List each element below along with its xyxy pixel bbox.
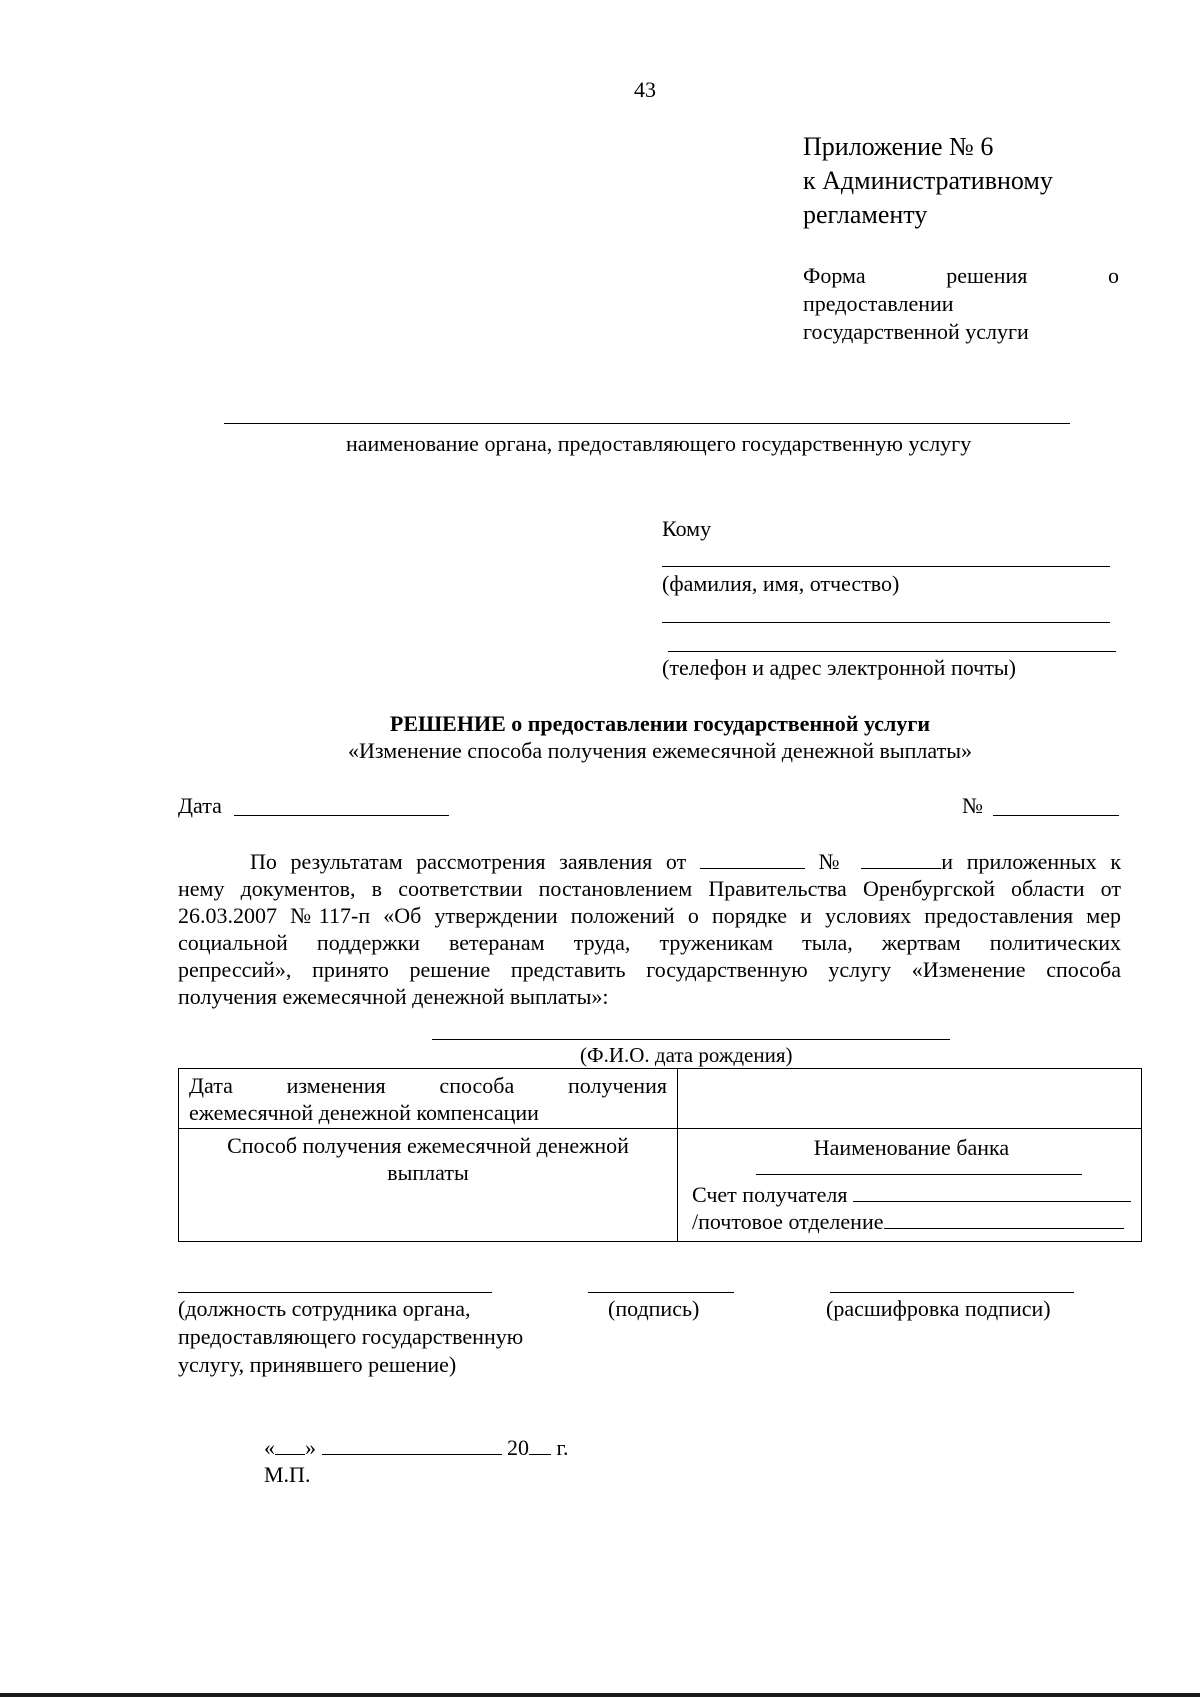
account-blank (853, 1187, 1131, 1202)
appendix-line-2: к Административному (803, 166, 1053, 195)
recipient-fio-caption: (фамилия, имя, отчество) (662, 571, 900, 596)
position-caption-3: услугу, принявшего решение) (178, 1352, 457, 1377)
recipient-extra-line (662, 622, 1110, 623)
form-title-word-1: Форма (803, 263, 866, 288)
method-label-line-2: выплаты (387, 1160, 469, 1185)
post-office-blank (884, 1214, 1124, 1229)
appendix-line-1: Приложение № 6 (803, 132, 994, 161)
decision-title: РЕШЕНИЕ о предоставлении государственной услуги (389, 711, 931, 736)
decision-table (178, 1068, 1142, 1242)
footer-year-blank (529, 1440, 551, 1455)
decode-caption: (расшифровка подписи) (826, 1296, 1051, 1321)
footer-year-prefix: 20 (507, 1435, 529, 1460)
organ-name-line (224, 423, 1070, 424)
footer-day-blank (275, 1440, 305, 1455)
appendix-header (803, 130, 1133, 232)
recipient-contacts-caption: (телефон и адрес электронной почты) (662, 655, 1016, 680)
recipient-contacts-line (668, 651, 1116, 652)
table-cell-change-date-label (179, 1069, 678, 1129)
table-cell-method-value (677, 1129, 1141, 1242)
table-cell-change-date-value (677, 1069, 1141, 1129)
account-row (692, 1181, 1131, 1208)
post-office-label: /почтовое отделение (691, 1209, 884, 1234)
form-title-line-3: государственной услуги (803, 319, 1029, 344)
bank-name-line (756, 1174, 1082, 1175)
form-title-word-3: о (1107, 263, 1119, 288)
table-cell-method-label (179, 1129, 678, 1242)
body-line-3: 26.03.2007 №117-п «Об утверждении положений о порядке и условиях предоставления мер (178, 903, 1121, 928)
recipient-label: Кому (662, 516, 712, 541)
body-line-1-text-b: № (818, 849, 848, 874)
date-label: Дата (178, 793, 222, 818)
table-row (179, 1069, 1142, 1129)
decision-subtitle: «Изменение способа получения ежемесячной денежной выплаты» (348, 738, 972, 763)
footer-open-quote: « (264, 1435, 275, 1460)
change-date-label-line-1: Дата изменения способа получения (189, 1073, 667, 1098)
table-row (179, 1129, 1142, 1242)
account-label: Счет получателя (691, 1182, 848, 1207)
number-line (993, 815, 1119, 816)
footer-month-blank (322, 1440, 502, 1455)
body-line-1-text-c: и приложенных к (941, 849, 1122, 874)
body-line-4: социальной поддержки ветеранам труда, труженикам тыла, жертвам политических (178, 930, 1121, 955)
post-office-row (692, 1208, 1131, 1235)
organ-name-caption: наименование органа, предоставляющего государственную услугу (346, 431, 972, 456)
form-title-line-2: предоставлении (803, 291, 954, 316)
signature-caption: (подпись) (608, 1296, 700, 1321)
body-line-1-text-a: По результатам рассмотрения заявления от (250, 849, 687, 874)
form-title-line-1 (803, 262, 1119, 290)
body-paragraph (178, 848, 1121, 1010)
date-line (234, 815, 449, 816)
recipient-fio-line (662, 566, 1110, 567)
footer-year-suffix: г. (556, 1435, 569, 1460)
position-caption-1: (должность сотрудника органа, (178, 1296, 471, 1321)
body-line-1 (178, 848, 1121, 875)
decode-line (830, 1292, 1074, 1293)
bank-name-label: Наименование банка (813, 1135, 1010, 1160)
scan-bottom-edge (0, 1693, 1200, 1697)
fio-dob-caption: (Ф.И.О. дата рождения) (580, 1043, 793, 1067)
page-number: 43 (634, 77, 656, 102)
body-line-6: получения ежемесячной денежной выплаты»: (178, 984, 609, 1009)
number-label: № (962, 793, 983, 818)
application-number-blank (861, 850, 941, 869)
application-date-blank (700, 850, 805, 869)
form-title-word-2: решения (946, 263, 1028, 288)
position-line (178, 1292, 492, 1293)
footer-date (264, 1434, 569, 1462)
body-line-2: нему документов, в соответствии постановлением Правительства Оренбургской области от (178, 876, 1121, 901)
appendix-line-3: регламенту (803, 200, 928, 229)
change-date-label-line-2: ежемесячной денежной компенсации (189, 1100, 539, 1125)
stamp-label: М.П. (264, 1462, 311, 1487)
body-line-5: репрессий», принято решение представить государственную услугу «Изменение способа (178, 957, 1121, 982)
fio-dob-line (432, 1039, 950, 1040)
signature-line (588, 1292, 734, 1293)
position-caption-2: предоставляющего государственную (178, 1324, 524, 1349)
footer-close-quote: » (305, 1435, 316, 1460)
method-label-line-1: Способ получения ежемесячной денежной (227, 1133, 629, 1158)
